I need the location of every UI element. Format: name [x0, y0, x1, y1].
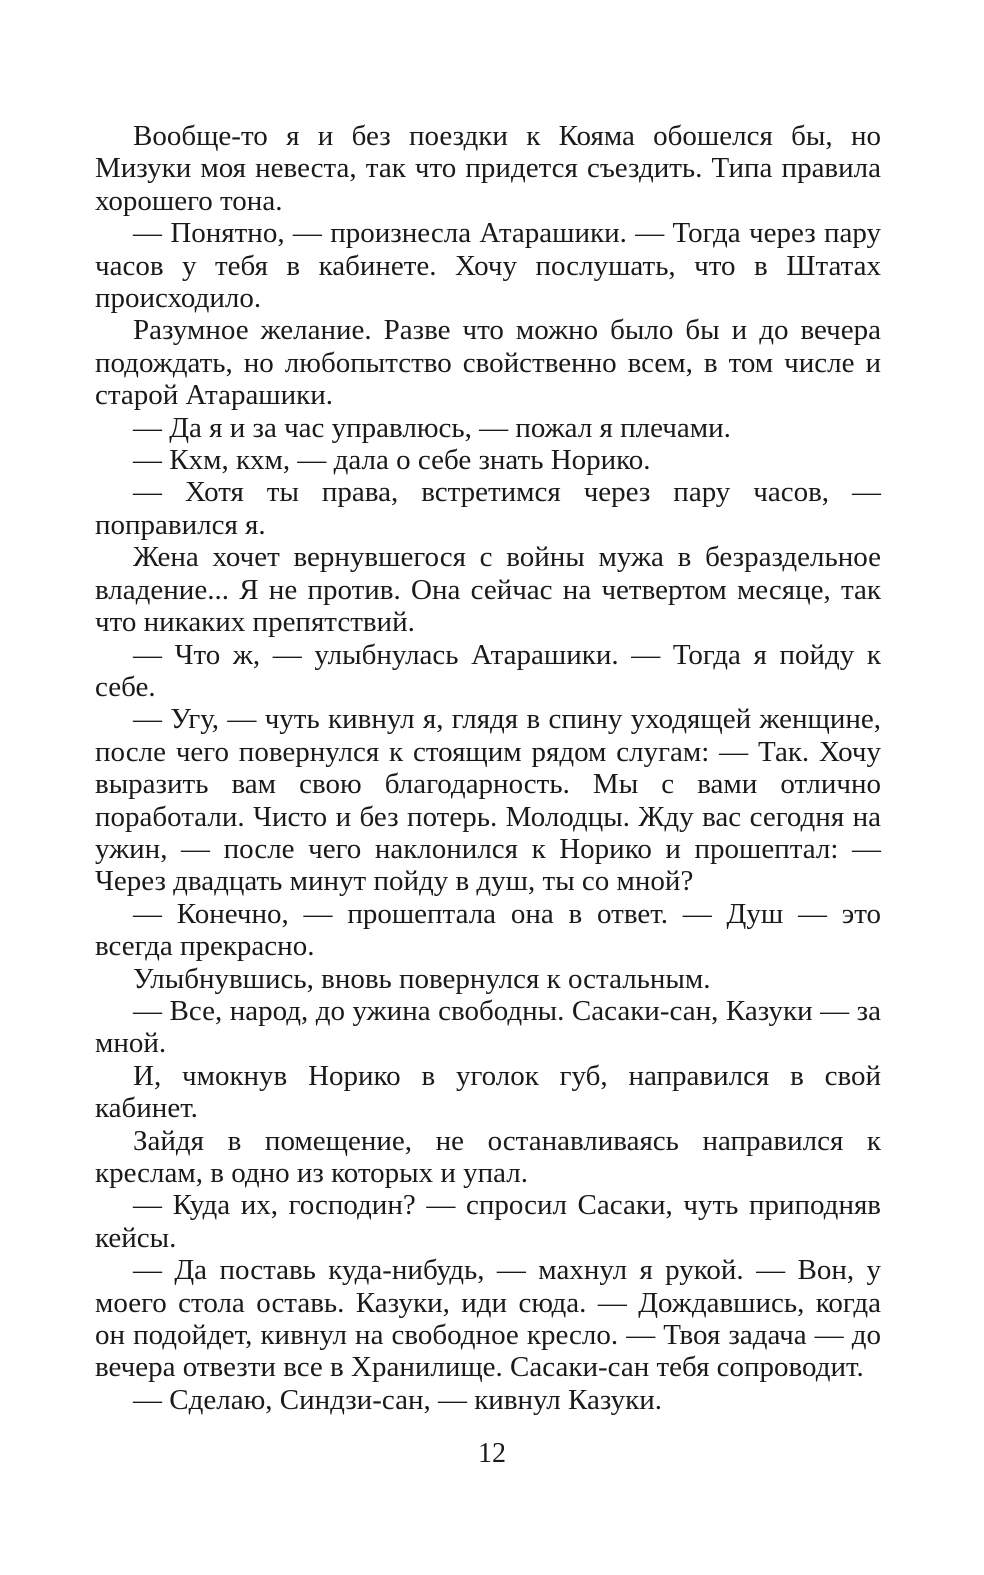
paragraph: Улыбнувшись, вновь повернулся к остальным.	[133, 962, 711, 995]
paragraph: Разумное желание. Разве что можно было бы и до вечера подождать, но любопытство свойственно всем, в том числе и старой Атарашики.	[95, 314, 881, 412]
paragraph: — Кхм, кхм, — дала о себе знать Норико.	[133, 444, 651, 477]
paragraph: — Конечно, — прошептала она в ответ. — Душ — это всегда прекрасно.	[95, 897, 881, 963]
page-text-block	[95, 120, 881, 1416]
page-number: 12	[478, 1438, 506, 1469]
paragraph: — Хотя ты права, встретимся через пару часов, — поправился я.	[95, 476, 881, 541]
paragraph: — Понятно, — произнесла Атарашики. — Тогда через пару часов у тебя в кабинете. Хочу послушать, что в Штатах происходило.	[95, 217, 881, 315]
paragraph: — Угу, — чуть кивнул я, глядя в спину уходящей женщине, после чего повернулся к стоящим рядом слугам: — Так. Хочу выразить вам свою благодарность. Мы с вами отлично поработали. Чисто и без потерь. Молодцы. Жду вас сегодня на ужин, — после чего наклонился к Норико и прошептал: — Через двадцать минут пойду в душ, ты со мной?	[95, 703, 881, 898]
paragraph: — Сделаю, Синдзи-сан, — кивнул Казуки.	[133, 1383, 663, 1416]
paragraph: — Куда их, господин? — спросил Сасаки, чуть приподняв кейсы.	[95, 1189, 881, 1254]
paragraph: Зайдя в помещение, не останавливаясь направился к креслам, в одно из которых и упал.	[95, 1124, 881, 1189]
paragraph: Жена хочет вернувшегося с войны мужа в безраздельное владение... Я не против. Она сейчас на четвертом месяце, так что никаких препятствий.	[95, 541, 881, 639]
paragraph: — Что ж, — улыбнулась Атарашики. — Тогда я пойду к себе.	[95, 638, 881, 703]
paragraph: Вообще-то я и без поездки к Кояма обошелся бы, но Мизуки моя невеста, так что придется съездить. Типа правила хорошего тона.	[95, 120, 881, 217]
paragraph: — Да поставь куда-нибудь, — махнул я рукой. — Вон, у моего стола оставь. Казуки, иди сюда. — Дождавшись, когда он подойдет, кивнул на свободное кресло. — Твоя задача — до вечера отвезти все в Хранилище. Сасаки-сан тебя сопроводит.	[95, 1254, 881, 1384]
paragraph: — Все, народ, до ужина свободны. Сасаки-сан, Казуки — за мной.	[95, 994, 881, 1060]
paragraph: — Да я и за час управлюсь, — пожал я плечами.	[133, 411, 731, 444]
paragraph: И, чмокнув Норико в уголок губ, направился в свой кабинет.	[95, 1059, 881, 1125]
